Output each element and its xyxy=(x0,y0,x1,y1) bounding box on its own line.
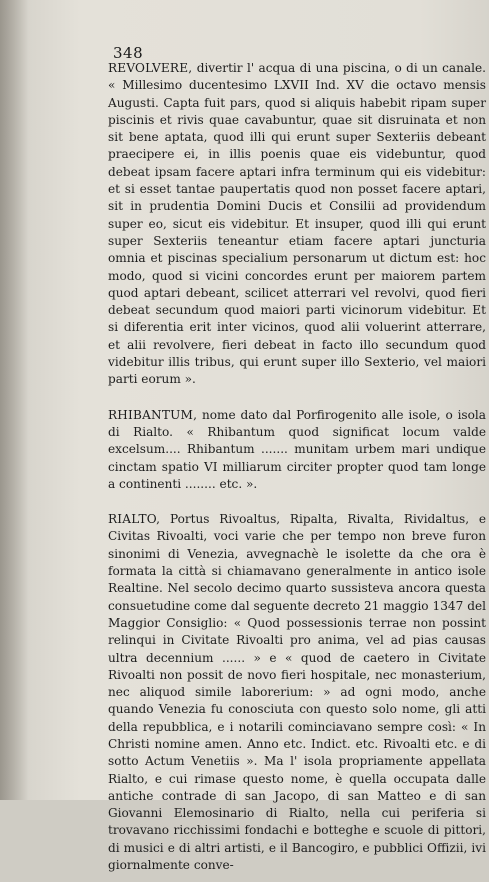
entry-headword: RIALTO, xyxy=(108,512,161,527)
entry-text: divertir l' acqua di una piscina, o di un canale. « Millesimo ducentesimo LXVII Ind. XV die octavo mensis Augusti. Capta fuit pars, quod si aliquis habebit ripam super piscinis et rivis quae cavabuntur, quae sit disruinata et non sit bene aptata, quod illi qui erunt super Sexteriis debeant praecipere ei, in illis poenis quae eis videbuntur, quod debeat ipsam facere aptari infra terminum qui eis videbitur: et si esset tantae paupertatis quod non posset facere aptari, sit in prudentia Domini Ducis et Consilii ad providendum super eo, sicut eis videbitur. Et insuper, quod illi qui erunt super Sexteriis teneantur etiam facere aptari juncturia omnia et piscinas specialium personarum ut dictum est: hoc modo, quod si vicini concordes erunt per maiorem partem quod aptari debeant, scilicet atterrari vel revolvi, quod fieri debeat secundum quod maiori parti vicinorum videbitur. Et si diferentia erit inter vicinos, quod alii voluerint atterrare, et alii revolvere, fieri debeat in facto illo secundum quod videbitur illis tribus, qui erunt super illo Sexterio, vel maiori parti eorum ». xyxy=(108,61,486,387)
entry-rhibantum xyxy=(108,407,486,493)
gutter-shadow xyxy=(0,0,28,800)
entry-rialto xyxy=(108,511,486,874)
page-body xyxy=(108,60,486,882)
entry-paragraph xyxy=(108,407,486,493)
entry-revolvere xyxy=(108,60,486,389)
entry-paragraph xyxy=(108,60,486,389)
page-number: 348 xyxy=(113,44,144,62)
entry-paragraph xyxy=(108,511,486,874)
entry-headword: REVOLVERE, xyxy=(108,61,193,75)
entry-text: Portus Rivoaltus, Ripalta, Rivalta, Rividaltus, e Civitas Rivoalti, voci varie che per tempo non breve furon sinonimi di Venezia, avvegnachè le isolette da che ora è formata la città si chiamavano generalmente in antico isole Realtine. Nel secolo decimo quarto sussisteva ancora questa consuetudine come dal seguente decreto 21 maggio 1347 del Maggior Consiglio: « Quod possessionis terrae non possint relinqui in Civitate Rivoalti pro anima, vel ad pias causas ultra decennium ...... » e « quod de caetero in Civitate Rivoalti non possit de novo fieri hospitale, nec monasterium, nec aliquod simile laborerium: » ad ogni modo, anche quando Venezia fu conosciuta con questo solo nome, gli atti della repubblica, e i notarili cominciavano sempre così: « In Christi nomine amen. Anno etc. Indict. etc. Rivoalti etc. e di sotto Actum Venetiis ». Ma l' isola propriamente appellata Rialto, e cui rimase questo nome, è quella occupata dalle antiche contrade di san Jacopo, di san Matteo e di san Giovanni Elemosinario di Rialto, nella cui periferia si trovavano ricchissimi fondachi e botteghe e scuole di pittori, di musici e di altri artisti, e il Bancogiro, e pubblici Offizii, ivi giornalmente conve- xyxy=(108,512,486,873)
entry-headword: RHIBANTUM, xyxy=(108,407,198,422)
entry-text: nome dato dal Porfirogenito alle isole, o isola di Rialto. « Rhibantum quod significat locum valde excelsum.... Rhibantum ....... munitam urbem mari undique cinctam spatio VI milliarum circiter propter quod tam longe a continenti ........ etc. ». xyxy=(108,407,486,491)
